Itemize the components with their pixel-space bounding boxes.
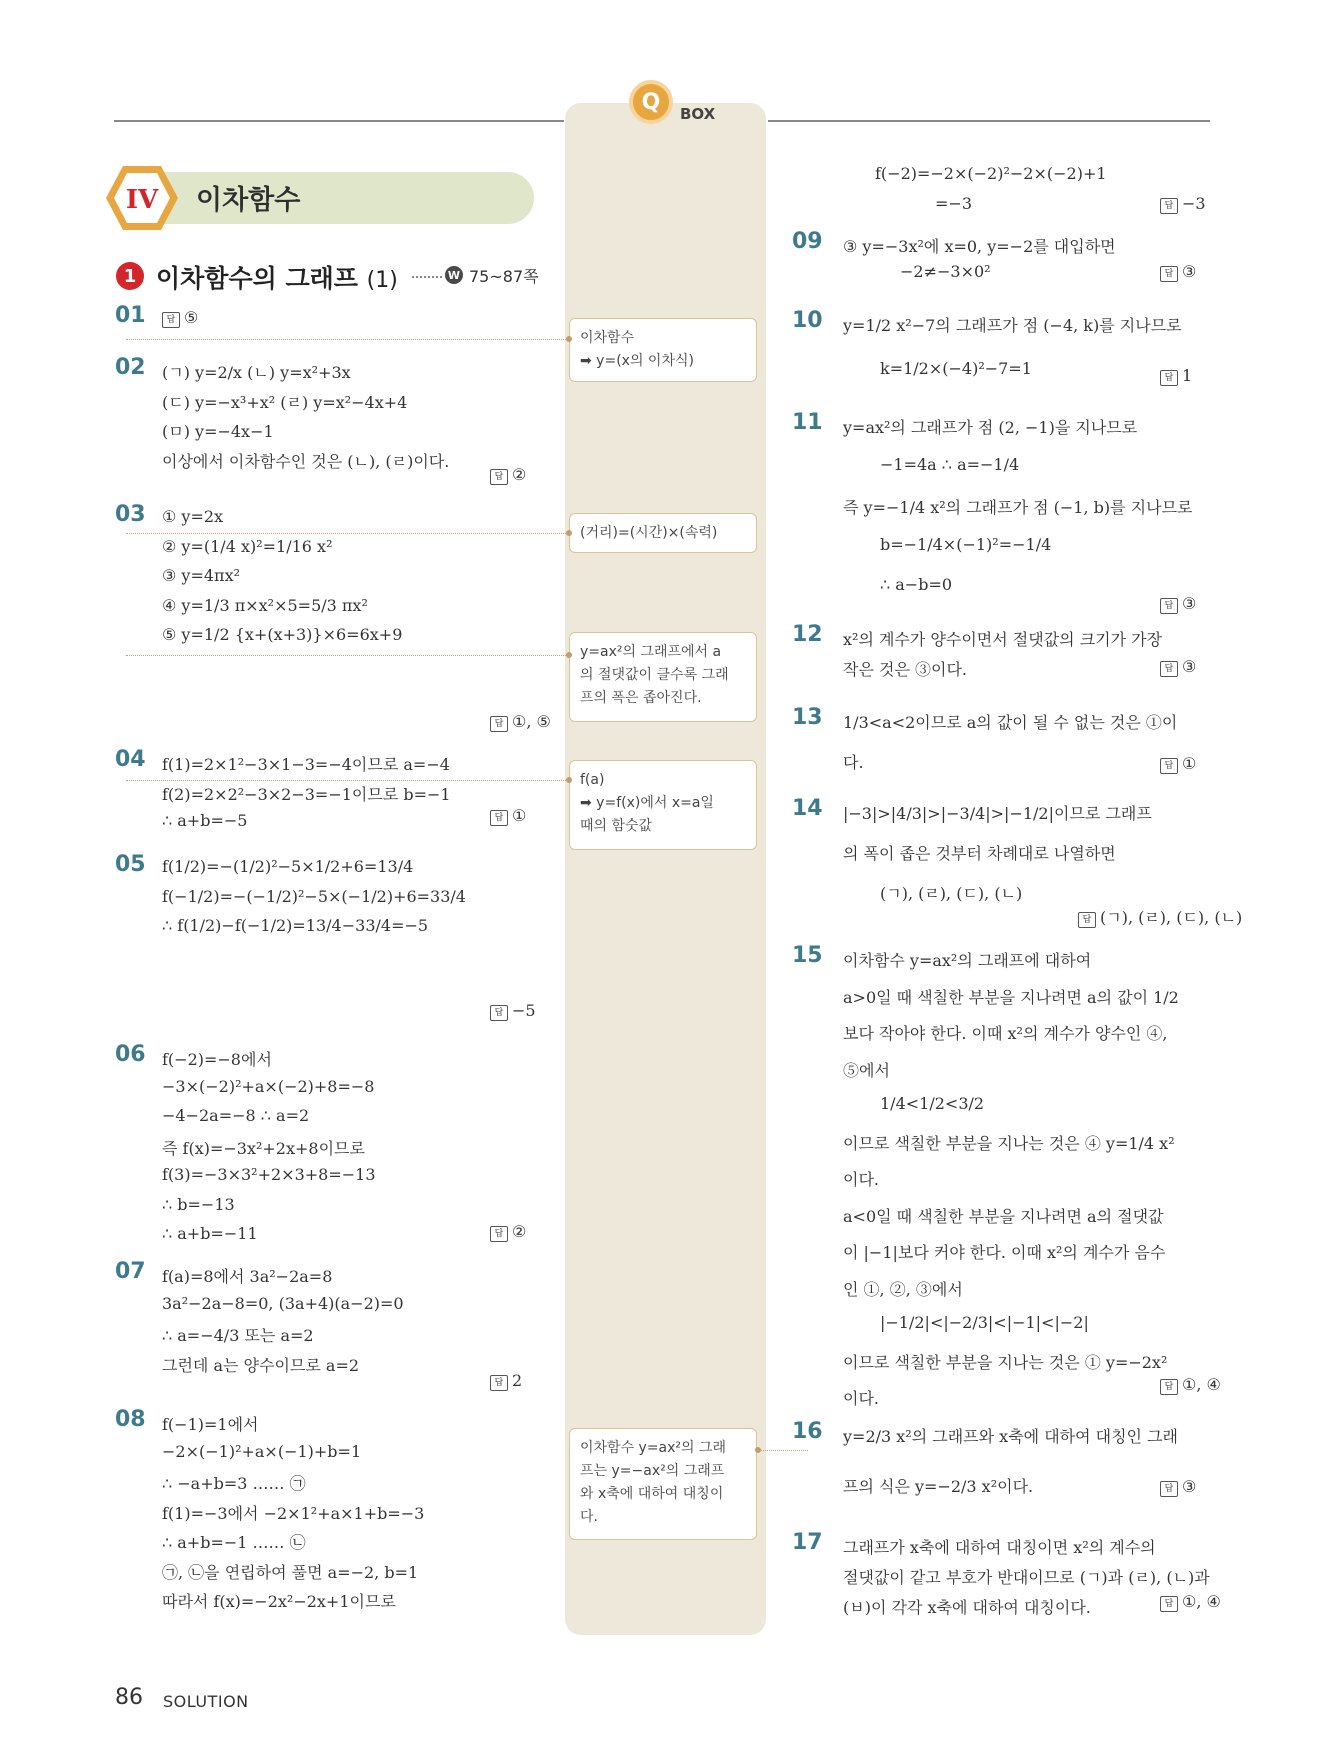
solution-line: (ㅁ) y=−4x−1 (162, 422, 274, 441)
answer-value: −3 (1182, 194, 1206, 213)
answer-mark-icon: 답 (490, 1226, 508, 1242)
problem-number: 10 (792, 308, 823, 333)
note-connector (126, 655, 566, 656)
solution-line: 인 ①, ②, ③에서 (843, 1279, 963, 1299)
answer-value: ② (512, 1222, 527, 1241)
note-line: 때의 함숫값 (580, 818, 653, 834)
solution-line: ⑤에서 (843, 1060, 890, 1080)
solution-line: ∴ a+b=−5 (162, 811, 248, 830)
top-rule-left (114, 120, 564, 122)
note-connector-dot (566, 652, 572, 658)
note-connector (126, 533, 566, 534)
answer-mark-icon: 답 (490, 716, 508, 732)
solution-line: ∴ −a+b=3 …… ㉠ (162, 1474, 306, 1493)
solution-line: f(−2)=−8에서 (162, 1050, 272, 1069)
solution-line: y=ax²의 그래프가 점 (2, −1)을 지나므로 (843, 418, 1138, 437)
solution-line: 이므로 색칠한 부분을 지나는 것은 ① y=−2x² (843, 1352, 1168, 1372)
answer-value: ①, ④ (1182, 1592, 1221, 1611)
answer-value: ③ (1182, 1477, 1197, 1496)
answer-mark-icon: 답 (1160, 758, 1178, 774)
qbox-badge: Q (629, 80, 673, 124)
solution-line: 이차함수 y=ax²의 그래프에 대하여 (843, 951, 1092, 970)
problem-number: 14 (792, 796, 823, 821)
section-title (156, 259, 398, 295)
solution-line: f(2)=2×2²−3×2−3=−1이므로 b=−1 (162, 784, 451, 804)
solution-line: (ㄱ), (ㄹ), (ㄷ), (ㄴ) (880, 884, 1023, 903)
qbox-note (569, 318, 757, 382)
solution-line: ④ y=1/3 π×x²×5=5/3 πx² (162, 595, 368, 615)
solution-line: f(3)=−3×3²+2×3+8=−13 (162, 1165, 376, 1184)
note-line: 프는 y=−ax²의 그래프 (580, 1463, 725, 1479)
answer (1160, 657, 1196, 677)
answer-mark-icon: 답 (490, 469, 508, 485)
problem-number: 05 (115, 852, 146, 877)
qbox-note (569, 632, 757, 722)
answer-value: (ㄱ), (ㄹ), (ㄷ), (ㄴ) (1100, 908, 1243, 927)
note-line: 이차함수 (580, 330, 635, 346)
solution-line: y=1/2 x²−7의 그래프가 점 (−4, k)를 지나므로 (843, 316, 1182, 335)
solution-line: ∴ f(1/2)−f(−1/2)=13/4−33/4=−5 (162, 916, 429, 935)
solution-line: 이상에서 이차함수인 것은 (ㄴ), (ㄹ)이다. (162, 451, 450, 471)
answer-mark-icon: 답 (1160, 266, 1178, 282)
solution-line: −3×(−2)²+a×(−2)+8=−8 (162, 1076, 375, 1096)
solution-line: 1/3<a<2이므로 a의 값이 될 수 없는 것은 ①이 (843, 713, 1178, 732)
answer (490, 1001, 536, 1021)
answer (1160, 754, 1196, 774)
answer-mark-icon: 답 (1160, 598, 1178, 614)
footer-label: SOLUTION (163, 1692, 249, 1711)
solution-line: ㉠, ㉡을 연립하여 풀면 a=−2, b=1 (162, 1562, 419, 1582)
solution-line: 이다. (843, 1170, 879, 1189)
solution-line: −1=4a ∴ a=−1/4 (880, 455, 1020, 474)
section-title-text: 이차함수의 그래프 (156, 264, 358, 293)
solution-line: 그래프가 x축에 대하여 대칭이면 x²의 계수의 (843, 1538, 1156, 1557)
workbook-badge-icon: W (445, 266, 463, 284)
problem-number: 03 (115, 502, 146, 527)
problem-number: 09 (792, 229, 823, 254)
note-line: (거리)=(시간)×(속력) (580, 525, 718, 541)
note-connector-dot (566, 530, 572, 536)
solution-line: 이다. (843, 1389, 879, 1408)
solution-line: 그런데 a는 양수이므로 a=2 (162, 1355, 360, 1375)
note-line: f(a) (580, 772, 605, 788)
note-line: 이차함수 y=ax²의 그래 (580, 1440, 727, 1456)
solution-line: ② y=(1/4 x)²=1/16 x² (162, 536, 333, 556)
answer-value: ③ (1182, 657, 1197, 676)
solution-line: ∴ a=−4/3 또는 a=2 (162, 1326, 314, 1345)
solution-line: 다. (843, 753, 864, 772)
problem-number: 11 (792, 410, 823, 435)
note-connector (126, 339, 566, 340)
qbox-note (569, 1428, 757, 1540)
solution-line: 절댓값이 같고 부호가 반대이므로 (ㄱ)과 (ㄹ), (ㄴ)과 (843, 1568, 1210, 1587)
answer-mark-icon: 답 (1160, 1379, 1178, 1395)
solution-line: f(−2)=−2×(−2)²−2×(−2)+1 (875, 164, 1107, 183)
solution-line: 3a²−2a−8=0, (3a+4)(a−2)=0 (162, 1293, 404, 1313)
answer (1160, 1375, 1221, 1395)
solution-line: 의 폭이 좁은 것부터 차례대로 나열하면 (843, 844, 1116, 863)
solution-line: 프의 식은 y=−2/3 x²이다. (843, 1477, 1034, 1496)
section-pages: 75~87쪽 (469, 267, 539, 286)
answer-value: ③ (1182, 262, 1197, 281)
solution-line: ③ y=4πx² (162, 566, 241, 585)
solution-line: ∴ a+b=−1 …… ㉡ (162, 1533, 306, 1552)
solution-line: y=2/3 x²의 그래프와 x축에 대하여 대칭인 그래 (843, 1427, 1179, 1446)
solution-line: (ㄷ) y=−x³+x² (ㄹ) y=x²−4x+4 (162, 392, 408, 412)
answer (490, 806, 526, 826)
answer (1160, 366, 1192, 386)
answer (490, 1222, 526, 1242)
answer-value: ② (512, 465, 527, 484)
solution-line: 즉 y=−1/4 x²의 그래프가 점 (−1, b)를 지나므로 (843, 498, 1193, 517)
problem-number: 01 (115, 303, 146, 328)
section-subtitle: (1) (366, 268, 398, 293)
answer (162, 308, 198, 328)
problem-number: 04 (115, 747, 146, 772)
solution-line: 보다 작아야 한다. 이때 x²의 계수가 양수인 ④, (843, 1024, 1168, 1043)
answer (1160, 1592, 1221, 1612)
chapter-hexagon-icon (104, 164, 180, 232)
answer (1160, 594, 1196, 614)
solution-line: (ㄱ) y=2/x (ㄴ) y=x²+3x (162, 363, 351, 382)
answer-value: ① (512, 806, 527, 825)
solution-line: f(1/2)=−(1/2)²−5×1/2+6=13/4 (162, 857, 414, 876)
solution-line: 이므로 색칠한 부분을 지나는 것은 ④ y=1/4 x² (843, 1133, 1175, 1153)
answer-value: ①, ⑤ (512, 712, 551, 731)
qbox-note (569, 760, 757, 850)
solution-line: f(−1/2)=−(−1/2)²−5×(−1/2)+6=33/4 (162, 886, 466, 906)
answer-value: −5 (512, 1001, 536, 1020)
answer-value: ⑤ (184, 308, 199, 327)
page-number: 86 (115, 1685, 143, 1710)
note-line: 와 x축에 대하여 대칭이 (580, 1486, 724, 1502)
problem-number: 13 (792, 705, 823, 730)
answer-mark-icon: 답 (1160, 1481, 1178, 1497)
answer-value: 1 (1182, 366, 1193, 385)
answer (1160, 262, 1196, 282)
solution-line: =−3 (935, 194, 972, 213)
solution-line: 즉 f(x)=−3x²+2x+8이므로 (162, 1138, 365, 1158)
solution-line: 따라서 f(x)=−2x²−2x+1이므로 (162, 1592, 396, 1611)
answer-mark-icon: 답 (490, 1375, 508, 1391)
solution-line: b=−1/4×(−1)²=−1/4 (880, 535, 1052, 554)
answer-mark-icon: 답 (1078, 912, 1096, 928)
answer-mark-icon: 답 (1160, 1596, 1178, 1612)
chapter-banner (132, 172, 534, 224)
answer-mark-icon: 답 (1160, 198, 1178, 214)
note-connector-dot (566, 777, 572, 783)
problem-number: 12 (792, 622, 823, 647)
solution-line: |−1/2|<|−2/3|<|−1|<|−2| (880, 1313, 1089, 1332)
note-line: ➡ y=f(x)에서 x=a일 (580, 795, 714, 811)
problem-number: 17 (792, 1530, 823, 1555)
note-connector-dot (755, 1447, 761, 1453)
note-line: 프의 폭은 좁아진다. (580, 690, 702, 706)
solution-line: −2≠−3×0² (900, 262, 991, 281)
solution-line: k=1/2×(−4)²−7=1 (880, 359, 1032, 378)
section-leader-dots (412, 276, 442, 278)
answer (1160, 194, 1206, 214)
note-line: 의 절댓값이 클수록 그래 (580, 667, 729, 683)
top-rule-right (768, 120, 1210, 122)
solution-line: a>0일 때 색칠한 부분을 지나려면 a의 값이 1/2 (843, 987, 1179, 1007)
note-connector (758, 1450, 808, 1451)
solution-line: f(1)=−3에서 −2×1²+a×1+b=−3 (162, 1503, 425, 1523)
section-number: 1 (116, 262, 144, 290)
note-line: y=ax²의 그래프에서 a (580, 644, 722, 660)
solution-line: ∴ a−b=0 (880, 575, 953, 594)
chapter-numeral: IV (125, 185, 159, 215)
solution-line: ∴ b=−13 (162, 1194, 235, 1214)
answer (490, 465, 526, 485)
solution-line: f(a)=8에서 3a²−2a=8 (162, 1267, 333, 1286)
answer-mark-icon: 답 (490, 810, 508, 826)
answer-value: ① (1182, 754, 1197, 773)
solution-line: f(−1)=1에서 (162, 1415, 259, 1434)
answer-value: ③ (1182, 594, 1197, 613)
answer-value: ①, ④ (1182, 1375, 1221, 1394)
answer-mark-icon: 답 (1160, 661, 1178, 677)
answer-value: 2 (512, 1371, 523, 1390)
answer (1160, 1477, 1196, 1497)
solution-line: −4−2a=−8 ∴ a=2 (162, 1106, 310, 1125)
answer (490, 1371, 522, 1391)
answer-mark-icon: 답 (1160, 370, 1178, 386)
answer-mark-icon: 답 (490, 1005, 508, 1021)
problem-number: 06 (115, 1042, 146, 1067)
note-connector (126, 780, 566, 781)
solution-line: x²의 계수가 양수이면서 절댓값의 크기가 가장 (843, 630, 1163, 649)
problem-number: 08 (115, 1407, 146, 1432)
answer (1078, 905, 1242, 928)
note-line: 다. (580, 1509, 598, 1525)
solution-line: (ㅂ)이 각각 x축에 대하여 대칭이다. (843, 1598, 1091, 1617)
solution-line: f(1)=2×1²−3×1−3=−4이므로 a=−4 (162, 755, 450, 774)
solution-line: |−3|>|4/3|>|−3/4|>|−1/2|이므로 그래프 (843, 804, 1152, 823)
qbox-note (569, 513, 757, 553)
problem-number: 07 (115, 1259, 146, 1284)
solution-line: ③ y=−3x²에 x=0, y=−2를 대입하면 (843, 237, 1116, 256)
chapter-title: 이차함수 (196, 185, 301, 216)
qbox-label: BOX (680, 105, 716, 123)
solution-line: ① y=2x (162, 507, 224, 526)
solution-line: 이 |−1|보다 커야 한다. 이때 x²의 계수가 음수 (843, 1243, 1166, 1262)
solution-line: ∴ a+b=−11 (162, 1224, 258, 1243)
solution-line: 작은 것은 ③이다. (843, 660, 967, 679)
solution-line: −2×(−1)²+a×(−1)+b=1 (162, 1441, 362, 1461)
problem-number: 16 (792, 1419, 823, 1444)
note-line: ➡ y=(x의 이차식) (580, 353, 694, 369)
problem-number: 02 (115, 355, 146, 380)
solution-line: 1/4<1/2<3/2 (880, 1094, 985, 1113)
solution-line: a<0일 때 색칠한 부분을 지나려면 a의 절댓값 (843, 1206, 1164, 1226)
problem-number: 15 (792, 943, 823, 968)
note-connector-dot (566, 336, 572, 342)
answer-mark-icon: 답 (162, 312, 180, 328)
solution-line: ⑤ y=1/2 {x+(x+3)}×6=6x+9 (162, 625, 403, 644)
answer (490, 712, 551, 732)
